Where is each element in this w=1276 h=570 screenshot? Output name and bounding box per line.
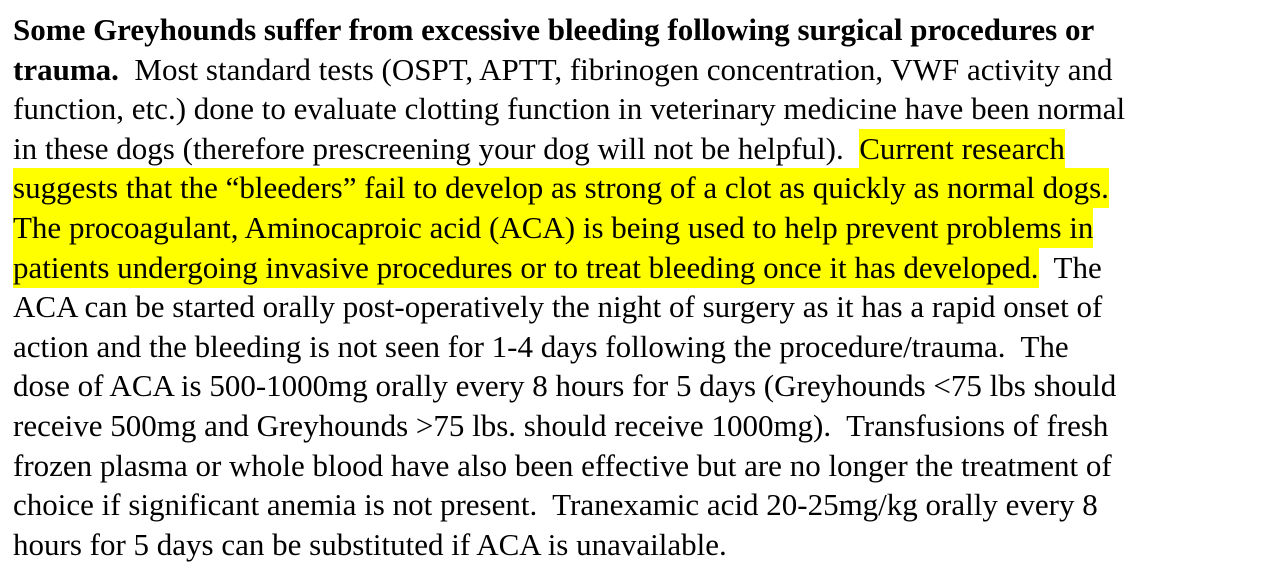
text-line xyxy=(13,485,1269,525)
text-line xyxy=(13,446,1269,486)
text-line xyxy=(13,327,1269,367)
text-line xyxy=(13,248,1269,288)
highlighted-text: The procoagulant, Aminocaproic acid (ACA) is being used to help prevent problems in xyxy=(13,208,1093,248)
text-line xyxy=(13,208,1269,248)
body-text: receive 500mg and Greyhounds >75 lbs. should receive 1000mg). Transfusions of fresh xyxy=(13,407,1109,443)
body-text: frozen plasma or whole blood have also been effective but are no longer the treatment of xyxy=(13,447,1112,483)
body-text: Most standard tests (OSPT, APTT, fibrinogen concentration, VWF activity and xyxy=(118,51,1113,87)
text-line xyxy=(13,10,1269,50)
body-text: ACA can be started orally post-operatively the night of surgery as it has a rapid onset of xyxy=(13,289,1103,325)
document-paragraph xyxy=(13,10,1269,564)
bold-lead-text: trauma. xyxy=(13,51,119,87)
text-line xyxy=(13,50,1269,90)
text-line xyxy=(13,287,1269,327)
body-text: hours for 5 days can be substituted if ACA is unavailable. xyxy=(13,526,727,562)
text-line xyxy=(13,406,1269,446)
highlighted-text: patients undergoing invasive procedures or to treat bleeding once it has developed. xyxy=(13,248,1039,288)
bold-lead-text: Some Greyhounds suffer from excessive bleeding following surgical procedures or xyxy=(13,12,1095,47)
body-text: The xyxy=(1038,249,1102,285)
body-text: action and the bleeding is not seen for 1-4 days following the procedure/trauma. The xyxy=(13,328,1069,364)
body-text: choice if significant anemia is not present. Tranexamic acid 20-25mg/kg orally every 8 xyxy=(13,487,1098,523)
text-line xyxy=(13,525,1269,565)
text-line xyxy=(13,129,1269,169)
body-text: function, etc.) done to evaluate clotting function in veterinary medicine have been normal xyxy=(13,91,1126,127)
text-line xyxy=(13,89,1269,129)
text-line xyxy=(13,366,1269,406)
highlighted-text: Current research xyxy=(859,129,1065,169)
text-line xyxy=(13,168,1269,208)
body-text: in these dogs (therefore prescreening your dog will not be helpful). xyxy=(13,130,860,166)
highlighted-text: suggests that the “bleeders” fail to develop as strong of a clot as quickly as normal dogs. xyxy=(13,168,1109,208)
body-text: dose of ACA is 500-1000mg orally every 8 hours for 5 days (Greyhounds <75 lbs should xyxy=(13,368,1117,404)
